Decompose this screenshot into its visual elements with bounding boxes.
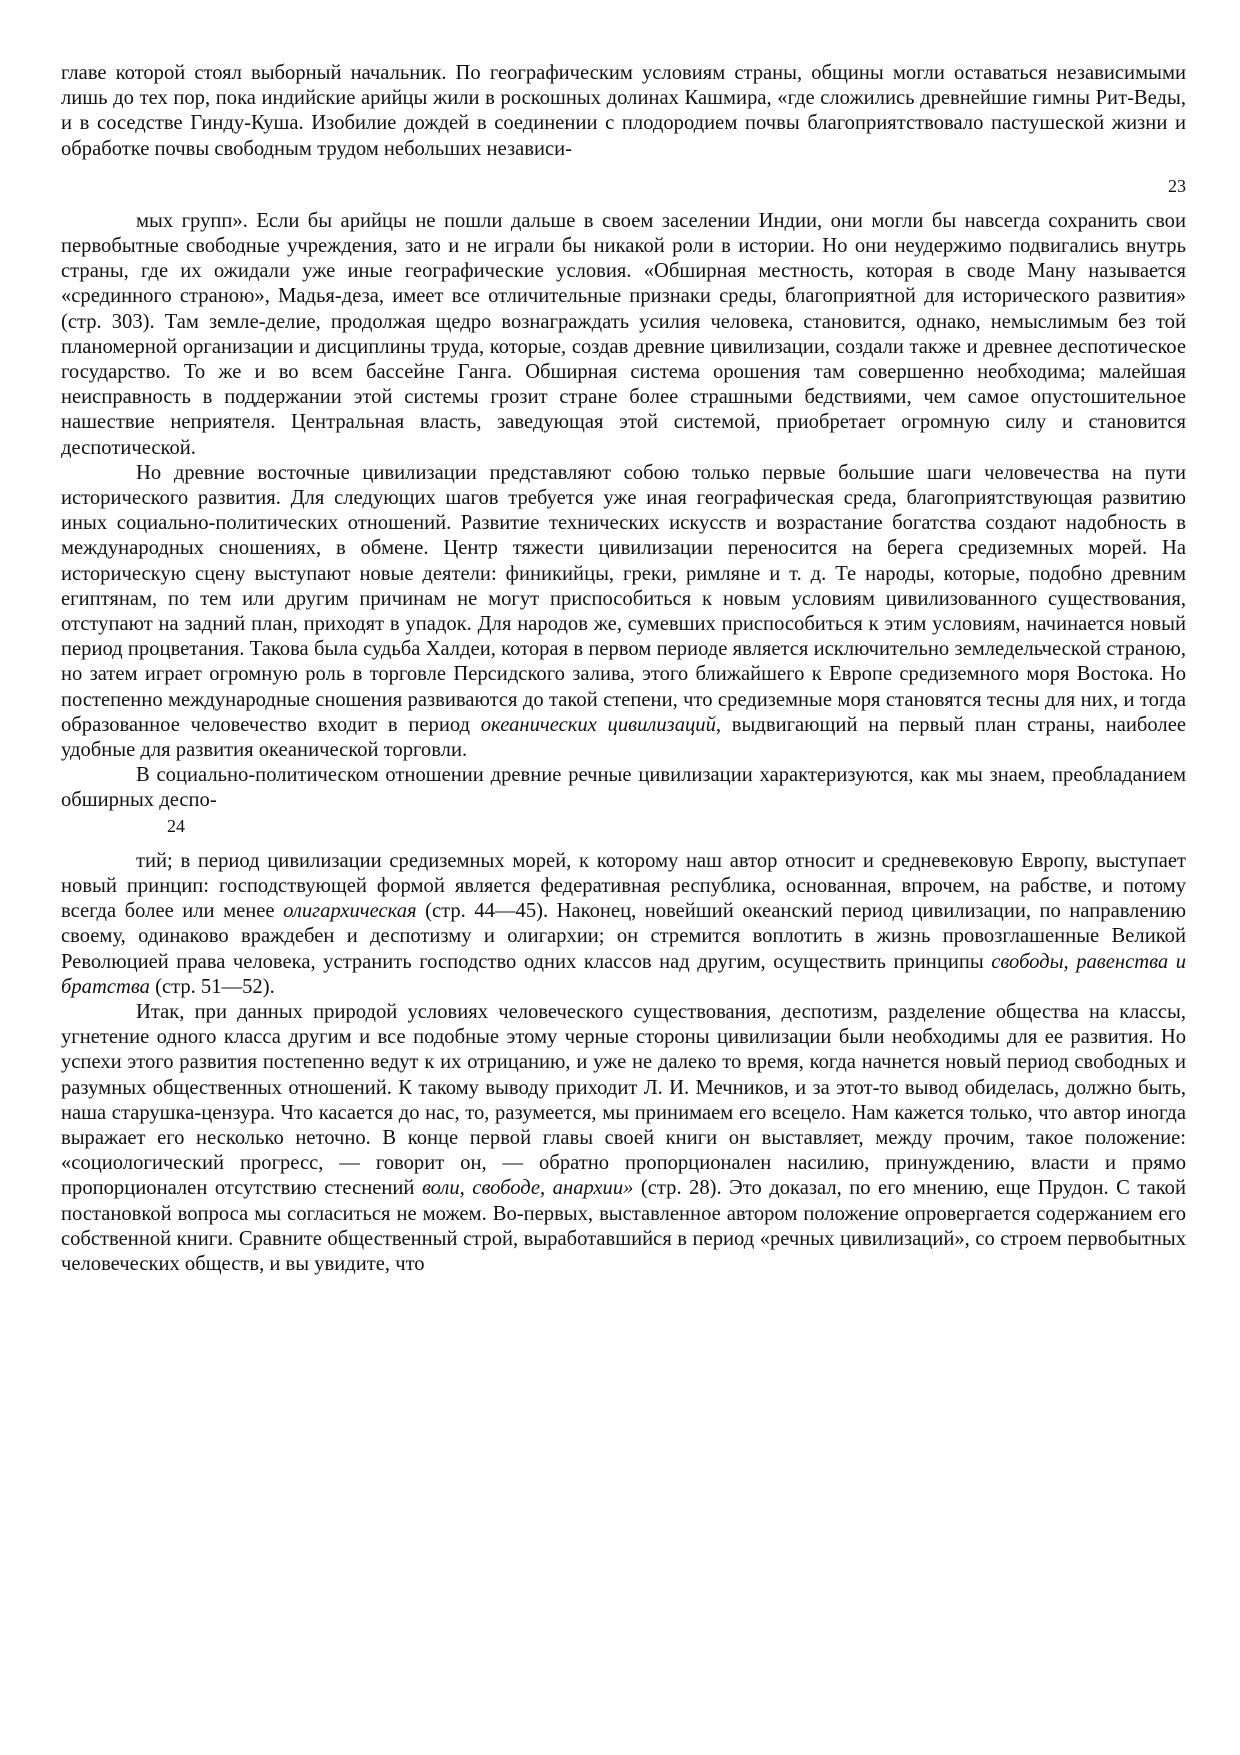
paragraph-text: выдвигающий на первый план страны, наиболее удобные для развития океанической торговли.	[61, 713, 1186, 762]
paragraph-text: (стр. 28). Это доказал, по его мнению, еще Прудон. С такой постановкой вопроса мы согласиться не можем. Во-первых, выставленное автором положение опровергается содержанием его собственной книги. Сравните общественный строй, выработавшийся в период «речных цивилизаций», со строем первобытных человеческих обществ, и вы увидите, что	[61, 1177, 1186, 1275]
paragraph	[61, 849, 1186, 1000]
italic-text: океанических цивилизаций,	[480, 713, 722, 736]
paragraph-text: Итак, при данных природой условиях человеческого существования, деспотизм, разделение общества на классы, угнетение одного класса другим и все подобные этому черные стороны цивилизации были необходимы для ее развития. Но успехи этого развития постепенно ведут к их отрицанию, и уже не далеко то время, когда начнется новый период свободных и разумных общественных отношений. К такому выводу приходит Л. И. Мечников, и за этот-то вывод обиделась, должно быть, наша старушка-цензура. Что касается до нас, то, разумеется, мы принимаем его всецело. Нам кажется только, что автор иногда выражает его несколько неточно. В конце первой главы своей книги он выставляет, между прочим, такое положение: «социологический прогресс, — говорит он, — обратно пропорционален насилию, принуждению, власти и прямо пропорционален отсутствию стеснений	[61, 1000, 1186, 1200]
paragraph: мых групп». Если бы арийцы не пошли дальше в своем заселении Индии, они могли бы навсегда сохранить свои первобытные свободные учреждения, зато и не играли бы никакой роли в истории. Но они неудержимо подвигались внутрь страны, где их ожидали уже иные географические условия. «Обширная местность, которая в своде Ману называется «срединного страною», Мадья-деза, имеет все отличительные признаки среды, благоприятной для исторического развития» (стр. 303). Там земле-делие, продолжая щедро вознаграждать усилия человека, становится, однако, немыслимым без той планомерной организации и дисциплины труда, которые, создав древние цивилизации, создали также и древнее деспотическое государство. То же и во всем бассейне Ганга. Обширная система орошения там совершенно необходима; малейшая неисправность в поддержании этой системы грозит стране более страшными бедствиями, чем самое опустошительное нашествие неприятеля. Центральная власть, заведующая этой системой, приобретает огромную силу и становится деспотической.	[61, 209, 1186, 459]
paragraph-continuation: главе которой стоял выборный начальник. По географическим условиям страны, общины могли оставаться независимыми лишь до тех пор, пока индийские арийцы жили в роскошных долинах Кашмира, «где сложились древнейшие гимны Рит-Веды, и в соседстве Гинду-Куша. Изобилие дождей в соединении с плодородием почвы благоприятствовало пастушеской жизни и обработке почвы свободным трудом небольших независи-	[61, 62, 1186, 160]
paragraph-text: (стр. 51—52).	[149, 975, 275, 998]
page-number: 24	[167, 815, 185, 836]
paragraph-text: (стр. 44—45). Наконец, новейший океанский период цивилизации, по направлению своему, одинаково враждебен и деспотизму и олигархии; он стремится воплотить в жизнь провозглашенные Великой Революцией права человека, устранить господство одних классов над другим, осуществить принципы	[61, 900, 1187, 973]
paragraph: В социально-политическом отношении древние речные цивилизации характеризуются, как мы знаем, преобладанием обширных деспо-	[61, 764, 1186, 812]
paragraph-text: Но древние восточные цивилизации представляют собою только первые большие шаги человечества на пути исторического развития. Для следующих шагов требуется уже иная географическая среда, благоприятствующая развитию иных социально-политических отношений. Развитие технических искусств и возрастание богатства создают надобность в международных сношениях, в обмене. Центр тяжести цивилизации переносится на берега средиземных морей. На историческую сцену выступают новые деятели: финикийцы, греки, римляне и т. д. Те народы, которые, подобно древним египтянам, по тем или другим причинам не могут приспособиться к новым условиям цивилизованного существования, отступают на задний план, приходят в упадок. Для народов же, сумевших приспособиться к этим условиям, начинается новый период процветания. Такова была судьба Халдеи, которая в первом периоде является исключительно земледельческой страною, но затем играет огромную роль в торговле Персидского залива, этого ближайшего к Европе средиземного моря Востока. Но постепенно международные сношения развиваются до такой степени, что средиземные моря становятся тесны для них, и тогда образованное человечество входит в период	[61, 461, 1186, 736]
italic-text: олигархическая	[283, 900, 417, 923]
italic-text: свободы, равенства и братства	[61, 950, 1186, 998]
page-number: 23	[1168, 175, 1186, 196]
paragraph	[61, 461, 1186, 763]
paragraph	[61, 1000, 1186, 1277]
document-page	[61, 61, 1186, 1277]
italic-text: воли, свободе, анархии»	[421, 1177, 634, 1200]
paragraph-text: тий; в период цивилизации средиземных морей, к которому наш автор относит и средневековую Европу, выступает новый принцип: господствующей формой является федеративная республика, основанная, впрочем, на рабстве, и потому всегда более или менее	[61, 849, 1186, 923]
